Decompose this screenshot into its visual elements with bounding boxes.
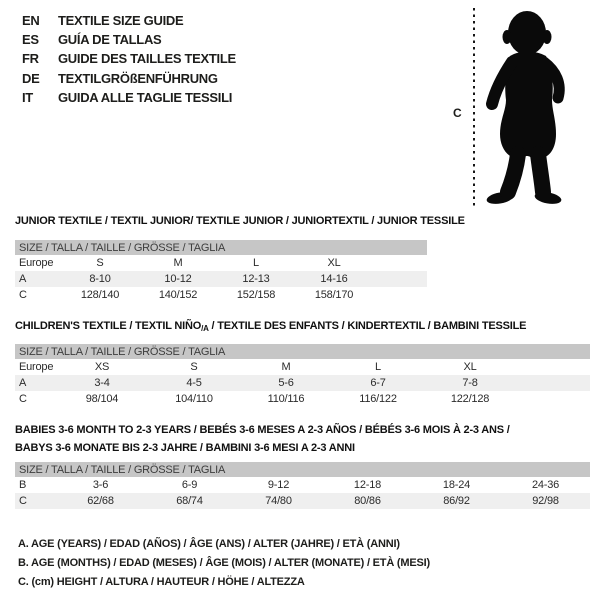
size-value-cell: XL [327,257,341,269]
row-label-cell: B [19,479,27,491]
size-header-bar: SIZE / TALLA / TAILLE / GRÖSSE / TAGLIA [15,462,590,477]
junior-size-table [15,240,427,303]
size-value-cell: 12-18 [353,479,382,491]
language-title: GUIDA ALLE TAGLIE TESSILI [58,89,233,105]
size-value-cell: S [96,257,104,269]
table-row-a [15,375,590,391]
children-title-part: CHILDREN'S TEXTILE / TEXTIL NIÑO [15,320,202,332]
table-row-b [15,477,590,493]
size-value-cell: 110/116 [267,393,305,405]
children-section-title [15,317,526,338]
size-value-cell: XL [463,361,477,373]
size-value-cell: 24-36 [531,479,560,491]
size-value-cell: 86/92 [412,493,501,509]
size-value-cell: 122/128 [450,393,490,405]
children-size-table [15,344,590,407]
size-header-row [15,344,590,359]
size-value-cell: 3-6 [92,479,109,491]
table-row-c [15,493,590,509]
size-value-cell: 7-8 [424,375,516,391]
row-label-cell: Europe [19,361,54,373]
size-value-cell: 14-16 [295,271,373,287]
language-title: TEXTILGRÖßENFÜHRUNG [58,70,218,86]
table-row-c [15,391,590,407]
baby-figure [0,0,600,220]
spacer-cell [373,287,427,303]
babies-title-line1: BABIES 3-6 MONTH TO 2-3 YEARS / BEBÉS 3-6 MESES A 2-3 AÑOS / BÉBÉS 3-6 MOIS À 2-3 ANS / [15,424,510,436]
size-value-cell: L [375,361,381,373]
spacer-cell [516,359,590,375]
language-title: TEXTILE SIZE GUIDE [58,13,184,28]
size-value-cell: L [253,257,259,269]
babies-size-table [15,462,590,509]
row-label-cell: C [15,493,56,509]
table-row-c [15,287,427,303]
language-code: ES [22,32,39,48]
legend-line-c: C. (cm) HEIGHT / ALTURA / HAUTEUR / HÖHE / ALTEZZA [18,576,305,588]
size-value-cell: M [173,257,183,269]
language-code: FR [22,51,39,67]
spacer-cell [373,255,427,271]
row-label-cell: C [19,393,27,405]
legend-line-a: A. AGE (YEARS) / EDAD (AÑOS) / ÂGE (ANS) / ALTER (JAHRE) / ETÀ (ANNI) [18,538,400,550]
size-value-cell: XS [94,361,110,373]
table-row-europe [15,255,427,271]
baby-silhouette-icon [482,8,574,206]
size-value-cell: 158/170 [314,289,354,301]
table-row-europe [15,359,590,375]
junior-section-title: JUNIOR TEXTILE / TEXTIL JUNIOR/ TEXTILE JUNIOR / JUNIORTEXTIL / JUNIOR TESSILE [15,215,465,227]
size-value-cell: 152/158 [236,289,276,301]
size-value-cell: 3-4 [56,375,148,391]
spacer-cell [516,375,590,391]
size-value-cell: 6-7 [332,375,424,391]
height-label: C [453,106,462,120]
row-label-cell: A [15,271,61,287]
size-value-cell: 128/140 [80,289,120,301]
size-value-cell: M [281,361,291,373]
row-label-cell: Europe [19,257,54,269]
size-header-row [15,240,427,255]
size-value-cell: 68/74 [145,493,234,509]
size-value-cell: 140/152 [158,289,198,301]
children-title-subscript: /A [201,324,209,333]
legend [18,535,430,592]
size-value-cell: 10-12 [139,271,217,287]
size-header-bar: SIZE / TALLA / TAILLE / GRÖSSE / TAGLIA [15,240,427,255]
size-value-cell: 80/86 [323,493,412,509]
language-code: EN [22,13,40,28]
language-title: GUIDE DES TAILLES TEXTILE [58,51,236,67]
children-title-part: / TEXTILE DES ENFANTS / KINDERTEXTIL / BAMBINI TESSILE [208,320,527,332]
spacer-cell [516,391,590,407]
size-header-row [15,462,590,477]
size-value-cell: 116/122 [359,393,397,405]
row-label-cell: C [19,289,27,301]
size-value-cell: 4-5 [148,375,240,391]
size-header-bar: SIZE / TALLA / TAILLE / GRÖSSE / TAGLIA [15,344,590,359]
spacer-cell [373,271,427,287]
language-title: GUÍA DE TALLAS [58,32,162,48]
size-value-cell: 18-24 [442,479,471,491]
size-value-cell: 104/110 [175,393,213,405]
size-value-cell: 92/98 [501,493,590,509]
babies-section-title [15,421,510,457]
height-dashed-line [473,8,475,208]
size-value-cell: 6-9 [181,479,198,491]
babies-title-line2: BABYS 3-6 MONATE BIS 2-3 JAHRE / BAMBINI 3-6 MESI A 2-3 ANNI [15,442,355,454]
size-value-cell: 62/68 [56,493,145,509]
language-code: DE [22,70,40,86]
size-value-cell: 9-12 [267,479,290,491]
size-value-cell: 98/104 [85,393,119,405]
size-value-cell: 8-10 [61,271,139,287]
row-label-cell: A [15,375,56,391]
size-value-cell: 12-13 [217,271,295,287]
table-row-a [15,271,427,287]
size-value-cell: 74/80 [234,493,323,509]
language-code: IT [22,89,33,105]
legend-line-b: B. AGE (MONTHS) / EDAD (MESES) / ÂGE (MOIS) / ALTER (MONATE) / ETÀ (MESI) [18,557,430,569]
size-value-cell: 5-6 [240,375,332,391]
size-value-cell: S [190,361,198,373]
